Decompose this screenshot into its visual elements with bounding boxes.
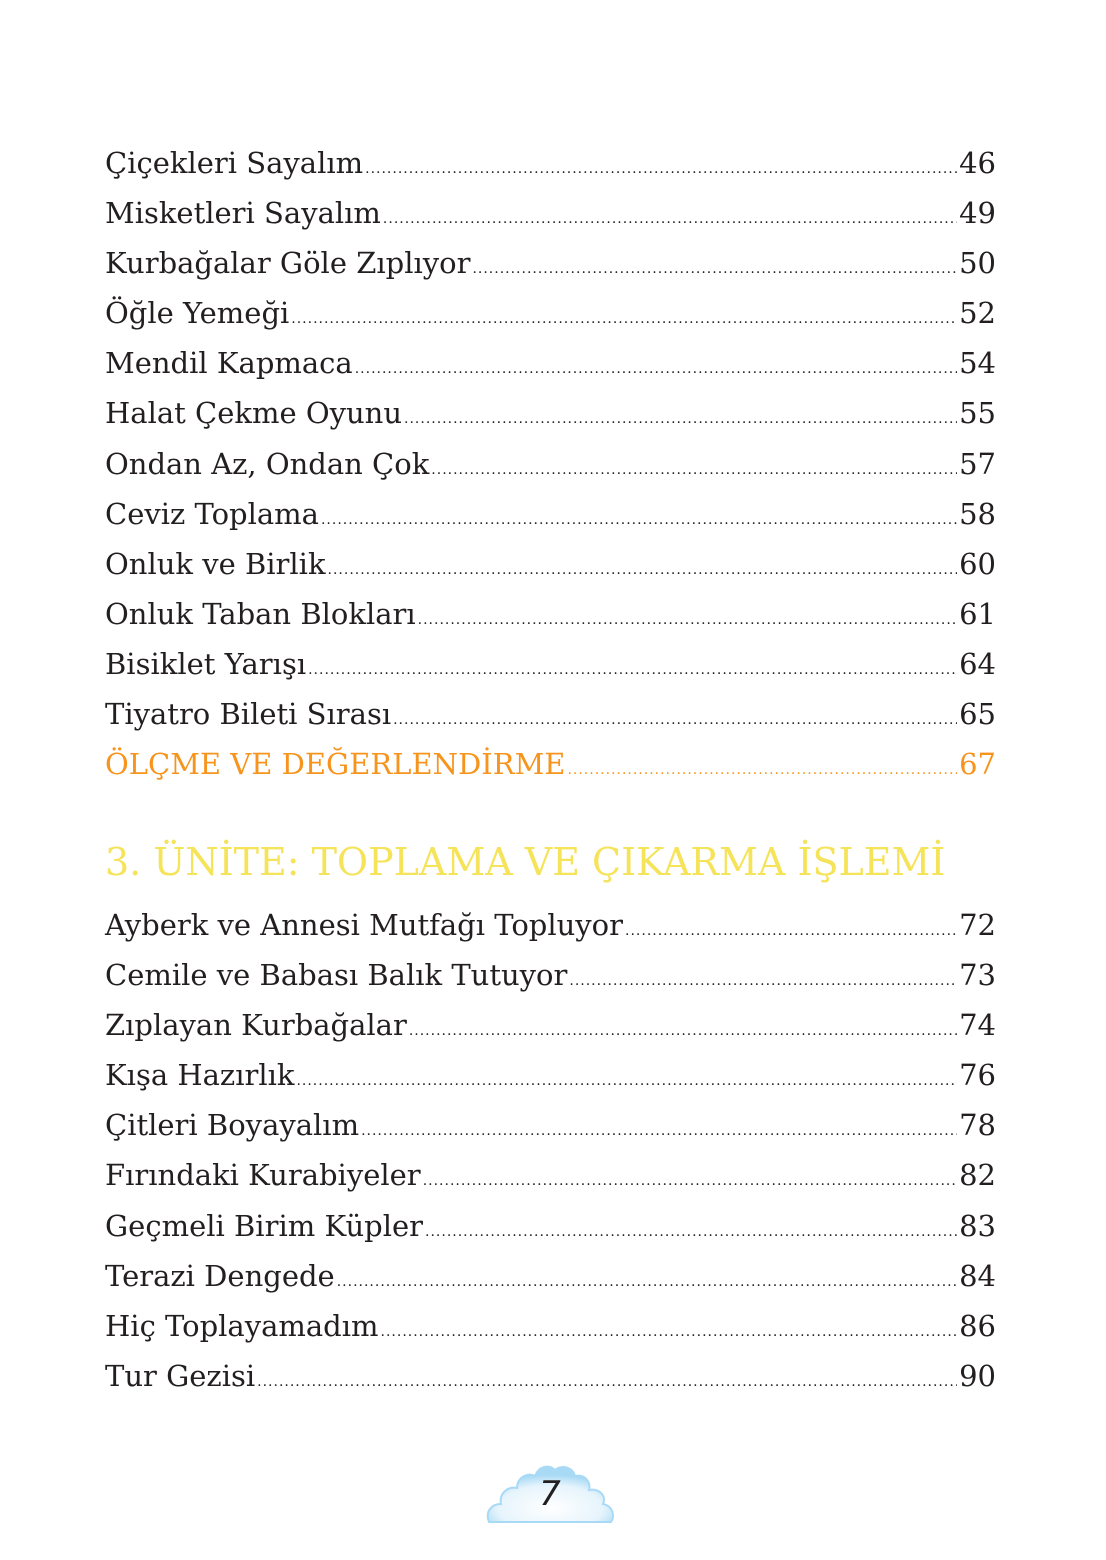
- toc-entry: [105, 1209, 996, 1259]
- toc-entry: [105, 1359, 996, 1409]
- toc-entry: [105, 958, 996, 1008]
- unit-heading: 3. ÜNİTE: TOPLAMA VE ÇIKARMA İŞLEMİ: [105, 840, 946, 884]
- toc-entry-page: 55: [959, 396, 996, 431]
- toc-entry: [105, 908, 996, 958]
- toc-entry: [105, 647, 996, 697]
- toc-entry: [105, 547, 996, 597]
- page-number-cloud: [485, 1456, 615, 1524]
- toc-entry: [105, 597, 996, 647]
- toc-entry-page: 64: [959, 646, 996, 681]
- toc-entry-title: Çiçekleri Sayalım: [105, 146, 364, 180]
- toc-entry-title: Geçmeli Birim Küpler: [105, 1208, 424, 1243]
- toc-entry: [105, 1108, 996, 1158]
- toc-entry-page: 60: [959, 546, 996, 581]
- toc-entry: [105, 697, 996, 747]
- toc-entry-title: Tur Gezisi: [105, 1358, 256, 1393]
- dot-leader: [418, 612, 957, 628]
- dot-leader: [383, 211, 957, 227]
- dot-leader: [425, 1224, 957, 1240]
- toc-entry-page: 54: [959, 346, 996, 381]
- toc-entry-page: 84: [959, 1258, 996, 1293]
- toc-entry-title: Kışa Hazırlık: [105, 1058, 295, 1093]
- toc-entry-title: Cemile ve Babası Balık Tutuyor: [105, 958, 568, 993]
- toc-entry-title: Ceviz Toplama: [105, 496, 319, 531]
- dot-leader: [321, 512, 957, 528]
- dot-leader: [625, 923, 957, 939]
- dot-leader: [569, 973, 957, 989]
- toc-entry-title: Ayberk ve Annesi Mutfağı Topluyor: [105, 908, 624, 942]
- dot-leader: [361, 1123, 957, 1139]
- dot-leader: [472, 261, 957, 277]
- toc-entry: [105, 1058, 996, 1108]
- toc-entry-page: 74: [959, 1008, 996, 1043]
- toc-entry-page: 65: [959, 697, 996, 732]
- toc-entry-title: Öğle Yemeği: [105, 296, 290, 331]
- dot-leader: [404, 411, 957, 427]
- dot-leader: [337, 1274, 957, 1290]
- toc-entry: [105, 1158, 996, 1208]
- toc-entry-page: 46: [959, 146, 996, 180]
- toc-entry-page: 78: [959, 1108, 996, 1143]
- dot-leader: [291, 311, 957, 327]
- toc-entry-page: 90: [959, 1358, 996, 1393]
- toc-entry-page: 58: [959, 496, 996, 531]
- toc-entry-title: Mendil Kapmaca: [105, 346, 353, 381]
- dot-leader: [431, 462, 957, 478]
- toc-entry-title: Ondan Az, Ondan Çok: [105, 446, 430, 481]
- toc-entry: [105, 447, 996, 497]
- toc-entry-title: Kurbağalar Göle Zıplıyor: [105, 246, 471, 281]
- dot-leader: [567, 762, 957, 778]
- toc-entry: [105, 497, 996, 547]
- toc-entry-page: 86: [959, 1308, 996, 1343]
- toc-entry-title: Halat Çekme Oyunu: [105, 396, 403, 431]
- dot-leader: [365, 161, 957, 177]
- toc-entry-title: ÖLÇME VE DEĞERLENDİRME: [105, 747, 566, 782]
- toc-entry-title: Misketleri Sayalım: [105, 196, 381, 231]
- toc-entry: [105, 196, 996, 246]
- dot-leader: [296, 1073, 957, 1089]
- toc-entry-title: Terazi Dengede: [105, 1258, 335, 1293]
- toc-entry: [105, 346, 996, 396]
- dot-leader: [308, 662, 957, 678]
- toc-entry-title: Bisiklet Yarışı: [105, 646, 307, 681]
- toc-entry-page: 50: [959, 246, 996, 281]
- toc-entry: [105, 296, 996, 346]
- toc-entry: [105, 1008, 996, 1058]
- dot-leader: [393, 712, 957, 728]
- dot-leader: [257, 1374, 957, 1390]
- toc-entry-page: 72: [959, 908, 996, 942]
- toc-entry-page: 73: [959, 958, 996, 993]
- toc-entry: [105, 747, 996, 797]
- toc-section-3: [105, 908, 996, 1409]
- dot-leader: [328, 562, 958, 578]
- dot-leader: [355, 361, 957, 377]
- dot-leader: [409, 1023, 957, 1039]
- toc-entry-page: 83: [959, 1208, 996, 1243]
- toc-entry: [105, 246, 996, 296]
- page-number: 7: [539, 1474, 561, 1514]
- toc-entry: [105, 1309, 996, 1359]
- toc-entry: [105, 396, 996, 446]
- toc-entry-title: Zıplayan Kurbağalar: [105, 1008, 407, 1043]
- toc-entry-page: 82: [959, 1158, 996, 1193]
- toc-entry-page: 61: [959, 596, 996, 631]
- toc-entry: [105, 1259, 996, 1309]
- toc-entry-title: Onluk Taban Blokları: [105, 596, 416, 631]
- dot-leader: [423, 1173, 957, 1189]
- dot-leader: [381, 1324, 958, 1340]
- toc-entry-page: 52: [959, 296, 996, 331]
- toc-entry-page: 76: [959, 1058, 996, 1093]
- toc-section-2: [105, 146, 996, 797]
- toc-entry-page: 49: [959, 196, 996, 231]
- toc-entry-page: 57: [959, 446, 996, 481]
- toc-entry-title: Tiyatro Bileti Sırası: [105, 697, 392, 732]
- toc-entry-title: Fırındaki Kurabiyeler: [105, 1158, 421, 1193]
- toc-entry-page: 67: [959, 747, 996, 782]
- toc-entry: [105, 146, 996, 196]
- toc-entry-title: Onluk ve Birlik: [105, 546, 326, 581]
- toc-entry-title: Çitleri Boyayalım: [105, 1108, 360, 1143]
- toc-entry-title: Hiç Toplayamadım: [105, 1308, 379, 1343]
